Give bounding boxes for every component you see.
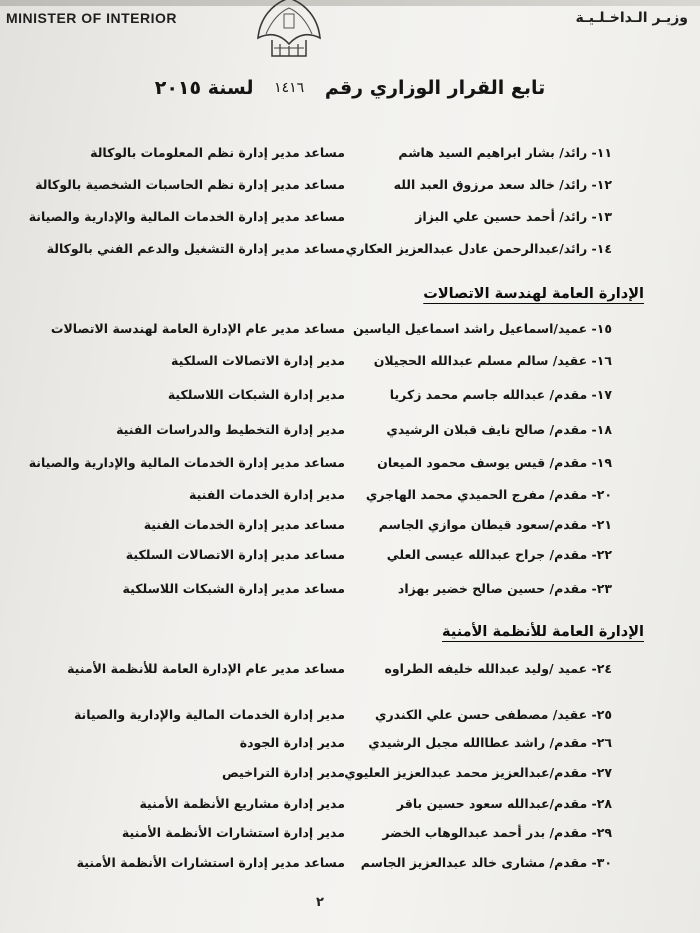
list-item	[0, 174, 700, 200]
item-position: مدير إدارة استشارات الأنظمة الأمنية	[121, 825, 345, 840]
state-emblem-icon	[250, 0, 328, 64]
list-item	[0, 142, 700, 168]
list-item	[0, 350, 700, 376]
item-name: ١٧- مقدم/ عبدالله جاسم محمد زكريا	[389, 387, 612, 402]
list-item	[0, 732, 700, 758]
item-position: مدير إدارة التراخيص	[222, 765, 345, 780]
item-position: مساعد مدير إدارة الخدمات المالية والإدارية والصيانة	[28, 209, 345, 224]
decree-title	[0, 76, 700, 106]
item-name: ٢٠- مقدم/ مفرج الحميدي محمد الهاجري	[365, 487, 612, 502]
item-position: مدير إدارة الخدمات الفنية	[188, 487, 345, 502]
item-name: ٢٥- عقيد/ مصطفى حسن علي الكندري	[374, 707, 612, 722]
item-position: مساعد مدير عام الإدارة العامة للأنظمة الأمنية	[67, 661, 345, 676]
item-name: ٢٦- مقدم/ راشد عطاالله مجبل الرشيدي	[368, 735, 612, 750]
item-name: ١٩- مقدم/ قيس يوسف محمود الميعان	[377, 455, 612, 470]
item-position: مساعد مدير إدارة الخدمات الفنية	[143, 517, 345, 532]
list-item	[0, 419, 700, 445]
list-item	[0, 514, 700, 540]
list-item	[0, 822, 700, 848]
item-position: مساعد مدير عام الإدارة العامة لهندسة الاتصالات	[50, 321, 345, 336]
list-item	[0, 852, 700, 878]
item-name: ١٦- عقيد/ سالم مسلم عبدالله الحجيلان	[373, 353, 612, 368]
list-item	[0, 238, 700, 264]
list-item	[0, 793, 700, 819]
item-position: مساعد مدير إدارة استشارات الأنظمة الأمنية	[76, 855, 345, 870]
item-name: ٢٧- مقدم/عبدالعزيز محمد عبدالعزيز العليوي	[344, 765, 612, 780]
page-number: ٢	[316, 895, 324, 910]
item-position: مساعد مدير إدارة التشغيل والدعم الفني بالوكالة	[46, 241, 345, 256]
item-name: ٣٠- مقدم/ مشارى خالد عبدالعزيز الجاسم	[360, 855, 612, 870]
item-name: ١٨- مقدم/ صالح نايف قبلان الرشيدي	[386, 422, 612, 437]
list-item	[0, 704, 700, 730]
item-name: ٢٣- مقدم/ حسين صالح خضير بهزاد	[397, 581, 612, 596]
section-heading: الإدارة العامة لهندسة الاتصالات	[423, 286, 644, 302]
list-item	[0, 578, 700, 604]
ministry-english: MINISTER OF INTERIOR	[6, 10, 177, 26]
list-item	[0, 484, 700, 510]
item-position: مساعد مدير إدارة الشبكات اللاسلكية	[122, 581, 345, 596]
list-item	[0, 384, 700, 410]
list-item	[0, 762, 700, 788]
item-position: مساعد مدير إدارة الخدمات المالية والإدارية والصيانة	[28, 455, 345, 470]
list-item	[0, 658, 700, 684]
item-position: مساعد مدير إدارة نظم المعلومات بالوكالة	[90, 145, 345, 160]
title-main: تابع القرار الوزاري رقم	[324, 76, 546, 99]
list-item	[0, 206, 700, 232]
list-item	[0, 544, 700, 570]
top-edge	[0, 0, 700, 6]
item-name: ٢٩- مقدم/ بدر أحمد عبدالوهاب الخضر	[382, 825, 612, 840]
list-item	[0, 452, 700, 478]
item-name: ١٣- رائد/ أحمد حسين علي البزاز	[415, 209, 612, 224]
section-heading: الإدارة العامة للأنظمة الأمنية	[442, 624, 644, 640]
ministry-arabic: وزيـر الـداخـلـيـة	[575, 10, 688, 26]
item-position: مدير إدارة مشاريع الأنظمة الأمنية	[139, 796, 345, 811]
title-number: ١٤١٦	[274, 79, 305, 96]
item-position: مدير إدارة الخدمات المالية والإدارية والصيانة	[73, 707, 345, 722]
item-name: ٢٨- مقدم/عبدالله سعود حسين باقر	[396, 796, 612, 811]
item-position: مساعد مدير إدارة الاتصالات السلكية	[125, 547, 345, 562]
item-name: ١١- رائد/ بشار ابراهيم السيد هاشم	[398, 145, 612, 160]
item-name: ٢١- مقدم/سعود قيطان موازي الجاسم	[378, 517, 612, 532]
item-name: ١٥- عميد/اسماعيل راشد اسماعيل الياسين	[353, 321, 612, 336]
list-item	[0, 318, 700, 344]
item-name: ٢٤- عميد /وليد عبدالله خليفه الطراوه	[384, 661, 612, 676]
item-name: ٢٢- مقدم/ جراح عبدالله عيسى العلي	[386, 547, 612, 562]
item-position: مدير إدارة الاتصالات السلكية	[171, 353, 345, 368]
item-position: مساعد مدير إدارة نظم الحاسبات الشخصية بالوكالة	[35, 177, 345, 192]
item-name: ١٢- رائد/ خالد سعد مرزوق العبد الله	[393, 177, 612, 192]
title-year: لسنة ٢٠١٥	[154, 76, 254, 99]
item-position: مدير إدارة التخطيط والدراسات الفنية	[116, 422, 345, 437]
item-name: ١٤- رائد/عبدالرحمن عادل عبدالعزيز العكاري	[345, 241, 612, 256]
item-position: مدير إدارة الشبكات اللاسلكية	[167, 387, 345, 402]
item-position: مدير إدارة الجودة	[239, 735, 345, 750]
